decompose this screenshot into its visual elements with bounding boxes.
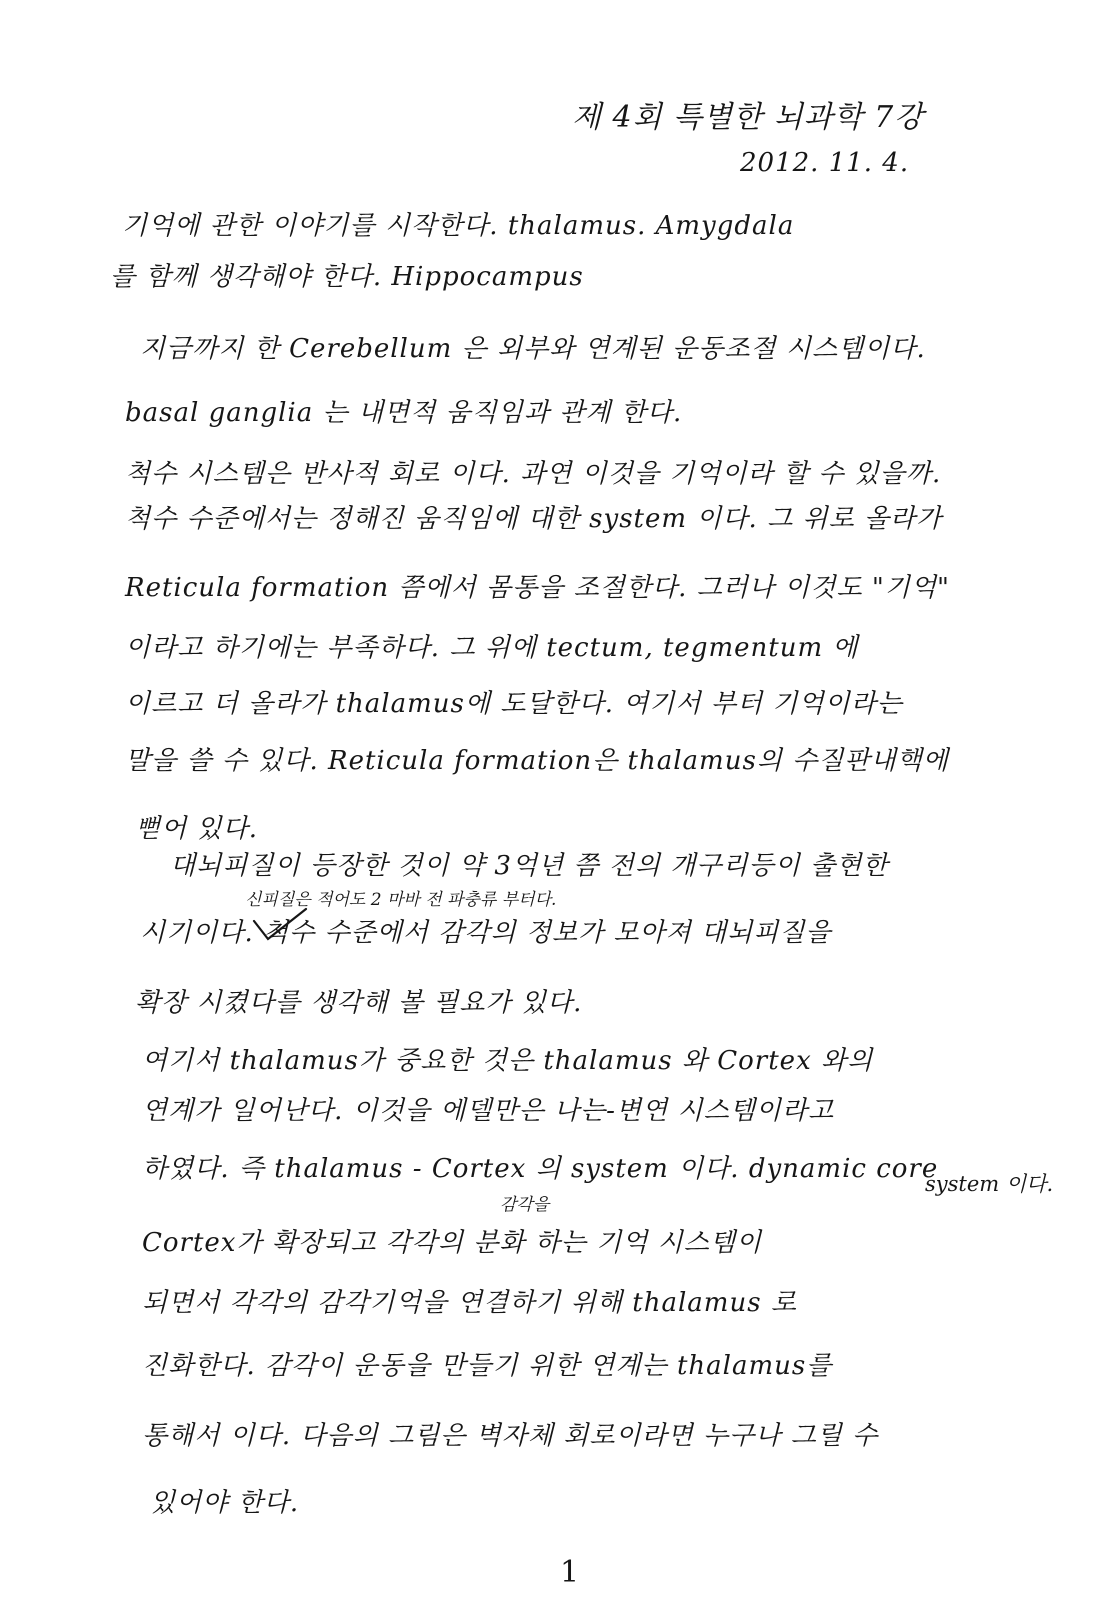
note-line-14: 확장 시켰다를 생각해 볼 필요가 있다.: [135, 988, 583, 1018]
note-line-22: 있어야 한다.: [150, 1488, 300, 1518]
lecture-date: 2012. 11. 4.: [740, 148, 910, 178]
note-line-21: 통해서 이다. 다음의 그림은 벽자체 회로이라면 누구나 그릴 수: [142, 1421, 879, 1451]
note-line-15: 여기서 thalamus가 중요한 것은 thalamus 와 Cortex 와의: [142, 1046, 874, 1076]
inserted-word: 감각을: [500, 1195, 550, 1215]
inserted-note: 신피질은 적어도 2 마바 전 파충류 부터다.: [245, 890, 557, 910]
note-line-20: 진화한다. 감각이 운동을 만들기 위한 연계는 thalamus를: [142, 1351, 833, 1381]
note-line-16: 연계가 일어난다. 이것을 에델만은 나는-변연 시스템이라고: [142, 1096, 835, 1126]
note-line-5: 척수 시스템은 반사적 회로 이다. 과연 이것을 기억이라 할 수 있을까.: [125, 459, 942, 489]
note-line-17: 하였다. 즉 thalamus - Cortex 의 system 이다. dynamic core: [142, 1154, 939, 1184]
note-line-9: 이르고 더 올라가 thalamus에 도달한다. 여기서 부터 기억이라는: [125, 689, 903, 719]
note-line-7: Reticula formation 쯤에서 몸통을 조절한다. 그러나 이것도 "기억": [125, 573, 950, 603]
lecture-title: 제 4회 특별한 뇌과학 7강: [572, 100, 925, 135]
note-line-3: 지금까지 한 Cerebellum 은 외부와 연계된 운동조절 시스템이다.: [140, 334, 926, 364]
note-line-12: 대뇌피질이 등장한 것이 약 3억년 쯤 전의 개구리등이 출현한: [170, 851, 889, 881]
note-line-1: 기억에 관한 이야기를 시작한다. thalamus. Amygdala: [122, 211, 795, 241]
note-line-10: 말을 쓸 수 있다. Reticula formation은 thalamus의 수질판내핵에: [125, 746, 949, 776]
note-line-18: Cortex가 확장되고 각각의 분화 하는 기억 시스템이: [142, 1228, 763, 1258]
system-continuation: system 이다.: [925, 1172, 1054, 1196]
note-line-13: 시기이다. 척수 수준에서 감각의 정보가 모아져 대뇌피질을: [140, 918, 832, 948]
note-line-11: 뻗어 있다.: [135, 814, 258, 844]
note-line-4: basal ganglia 는 내면적 움직임과 관계 한다.: [125, 398, 683, 428]
note-line-6: 척수 수준에서는 정해진 움직임에 대한 system 이다. 그 위로 올라가: [125, 504, 943, 534]
note-line-19: 되면서 각각의 감각기억을 연결하기 위해 thalamus 로: [142, 1288, 797, 1318]
note-line-2: 를 함께 생각해야 한다. Hippocampus: [110, 262, 584, 292]
page-number: 1: [560, 1555, 581, 1590]
note-line-8: 이라고 하기에는 부족하다. 그 위에 tectum, tegmentum 에: [125, 633, 859, 663]
